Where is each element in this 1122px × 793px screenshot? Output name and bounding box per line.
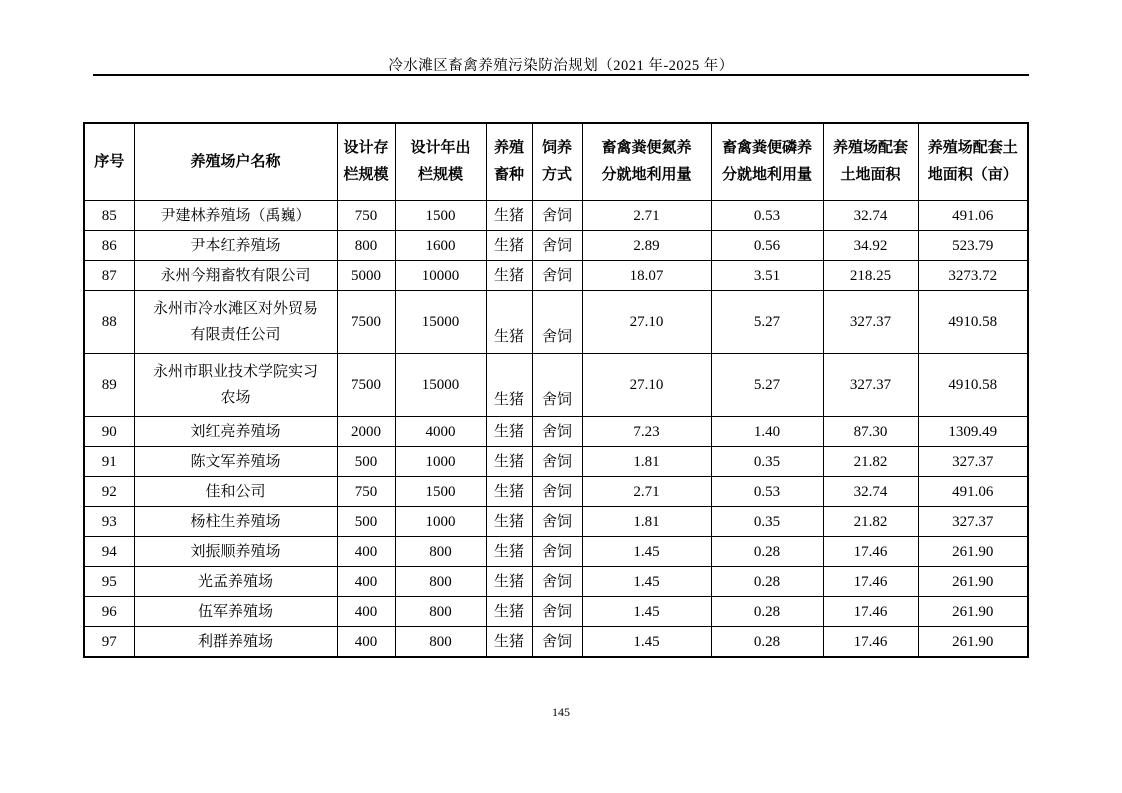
- cell-farm-name: 尹建林养殖场（禹巍）: [134, 201, 337, 231]
- cell-farm-name: 永州今翔畜牧有限公司: [134, 261, 337, 291]
- column-header-design-annual-output-scale: 设计年出 栏规模: [395, 123, 486, 201]
- cell-manure-n-local-utilization: 2.89: [582, 231, 711, 261]
- table-row: [84, 417, 1028, 447]
- cell-feeding-method: 舍饲: [532, 201, 582, 231]
- cell-design-stock-scale: 400: [337, 597, 395, 627]
- cell-manure-n-local-utilization: 27.10: [582, 291, 711, 354]
- cell-manure-n-local-utilization: 18.07: [582, 261, 711, 291]
- cell-design-stock-scale: 500: [337, 507, 395, 537]
- cell-farm-name: 永州市冷水滩区对外贸易 有限责任公司: [134, 291, 337, 354]
- cell-manure-p-local-utilization: 0.35: [711, 447, 823, 477]
- cell-supporting-land-area-mu: 523.79: [918, 231, 1028, 261]
- header-row: [84, 123, 1028, 201]
- cell-supporting-land-area: 32.74: [823, 477, 918, 507]
- cell-supporting-land-area-mu: 4910.58: [918, 291, 1028, 354]
- cell-manure-p-local-utilization: 0.28: [711, 537, 823, 567]
- cell-species: 生猪: [486, 261, 532, 291]
- cell-species: 生猪: [486, 507, 532, 537]
- cell-supporting-land-area-mu: 327.37: [918, 447, 1028, 477]
- cell-manure-p-local-utilization: 5.27: [711, 354, 823, 417]
- cell-manure-n-local-utilization: 1.45: [582, 597, 711, 627]
- cell-supporting-land-area: 327.37: [823, 354, 918, 417]
- cell-design-annual-output-scale: 15000: [395, 291, 486, 354]
- column-header-species: 养殖 畜种: [486, 123, 532, 201]
- cell-design-stock-scale: 400: [337, 537, 395, 567]
- cell-design-stock-scale: 750: [337, 477, 395, 507]
- cell-supporting-land-area: 21.82: [823, 447, 918, 477]
- cell-design-stock-scale: 750: [337, 201, 395, 231]
- cell-farm-name: 利群养殖场: [134, 627, 337, 658]
- cell-species: 生猪: [486, 447, 532, 477]
- cell-no: 96: [84, 597, 134, 627]
- cell-feeding-method: 舍饲: [532, 417, 582, 447]
- cell-manure-n-local-utilization: 1.45: [582, 567, 711, 597]
- cell-manure-n-local-utilization: 2.71: [582, 201, 711, 231]
- cell-design-stock-scale: 5000: [337, 261, 395, 291]
- cell-manure-p-local-utilization: 0.53: [711, 201, 823, 231]
- cell-design-annual-output-scale: 1600: [395, 231, 486, 261]
- cell-manure-p-local-utilization: 0.53: [711, 477, 823, 507]
- cell-manure-p-local-utilization: 0.28: [711, 627, 823, 658]
- column-header-manure-n-local-utilization: 畜禽粪便氮养 分就地利用量: [582, 123, 711, 201]
- cell-supporting-land-area: 17.46: [823, 567, 918, 597]
- cell-no: 88: [84, 291, 134, 354]
- cell-feeding-method: 舍饲: [532, 231, 582, 261]
- cell-farm-name: 杨柱生养殖场: [134, 507, 337, 537]
- cell-design-stock-scale: 500: [337, 447, 395, 477]
- cell-supporting-land-area-mu: 491.06: [918, 477, 1028, 507]
- table-header-row: [84, 123, 1028, 201]
- table-row: [84, 507, 1028, 537]
- cell-feeding-method: 舍饲: [532, 567, 582, 597]
- table-row: [84, 447, 1028, 477]
- cell-species: 生猪: [486, 291, 532, 354]
- table-row: [84, 477, 1028, 507]
- column-header-manure-p-local-utilization: 畜禽粪便磷养 分就地利用量: [711, 123, 823, 201]
- cell-design-stock-scale: 400: [337, 567, 395, 597]
- table-row: [84, 291, 1028, 354]
- cell-no: 90: [84, 417, 134, 447]
- cell-supporting-land-area-mu: 327.37: [918, 507, 1028, 537]
- cell-manure-p-local-utilization: 0.56: [711, 231, 823, 261]
- cell-farm-name: 尹本红养殖场: [134, 231, 337, 261]
- livestock-farm-table: [83, 122, 1029, 658]
- cell-design-annual-output-scale: 800: [395, 627, 486, 658]
- table-row: [84, 231, 1028, 261]
- cell-manure-p-local-utilization: 0.28: [711, 597, 823, 627]
- cell-no: 92: [84, 477, 134, 507]
- cell-farm-name: 光孟养殖场: [134, 567, 337, 597]
- cell-species: 生猪: [486, 627, 532, 658]
- column-header-design-stock-scale: 设计存 栏规模: [337, 123, 395, 201]
- cell-design-stock-scale: 800: [337, 231, 395, 261]
- header-rule: [93, 74, 1029, 76]
- cell-supporting-land-area-mu: 491.06: [918, 201, 1028, 231]
- cell-supporting-land-area-mu: 261.90: [918, 597, 1028, 627]
- cell-farm-name: 佳和公司: [134, 477, 337, 507]
- table-row: [84, 627, 1028, 658]
- cell-supporting-land-area: 327.37: [823, 291, 918, 354]
- cell-supporting-land-area: 17.46: [823, 537, 918, 567]
- cell-manure-p-local-utilization: 5.27: [711, 291, 823, 354]
- cell-no: 85: [84, 201, 134, 231]
- cell-species: 生猪: [486, 477, 532, 507]
- cell-design-annual-output-scale: 15000: [395, 354, 486, 417]
- cell-species: 生猪: [486, 567, 532, 597]
- cell-species: 生猪: [486, 537, 532, 567]
- cell-design-stock-scale: 7500: [337, 354, 395, 417]
- running-header-title: 冷水滩区畜禽养殖污染防治规划（2021 年-2025 年）: [388, 58, 734, 74]
- cell-supporting-land-area: 32.74: [823, 201, 918, 231]
- cell-feeding-method: 舍饲: [532, 354, 582, 417]
- cell-design-annual-output-scale: 800: [395, 567, 486, 597]
- cell-manure-n-local-utilization: 1.81: [582, 507, 711, 537]
- cell-species: 生猪: [486, 417, 532, 447]
- cell-feeding-method: 舍饲: [532, 627, 582, 658]
- cell-manure-n-local-utilization: 2.71: [582, 477, 711, 507]
- cell-farm-name: 刘振顺养殖场: [134, 537, 337, 567]
- cell-supporting-land-area-mu: 1309.49: [918, 417, 1028, 447]
- cell-design-annual-output-scale: 1500: [395, 477, 486, 507]
- table-row: [84, 261, 1028, 291]
- cell-manure-p-local-utilization: 0.35: [711, 507, 823, 537]
- column-header-supporting-land-area: 养殖场配套 土地面积: [823, 123, 918, 201]
- cell-feeding-method: 舍饲: [532, 507, 582, 537]
- cell-manure-p-local-utilization: 1.40: [711, 417, 823, 447]
- table-row: [84, 567, 1028, 597]
- cell-manure-p-local-utilization: 0.28: [711, 567, 823, 597]
- cell-design-annual-output-scale: 10000: [395, 261, 486, 291]
- table-row: [84, 201, 1028, 231]
- table-row: [84, 597, 1028, 627]
- cell-feeding-method: 舍饲: [532, 597, 582, 627]
- cell-feeding-method: 舍饲: [532, 477, 582, 507]
- cell-design-annual-output-scale: 800: [395, 597, 486, 627]
- cell-farm-name: 刘红亮养殖场: [134, 417, 337, 447]
- cell-manure-n-local-utilization: 1.45: [582, 627, 711, 658]
- column-header-farm-name: 养殖场户名称: [134, 123, 337, 201]
- cell-manure-n-local-utilization: 27.10: [582, 354, 711, 417]
- cell-no: 94: [84, 537, 134, 567]
- cell-supporting-land-area: 17.46: [823, 627, 918, 658]
- cell-farm-name: 陈文军养殖场: [134, 447, 337, 477]
- cell-no: 86: [84, 231, 134, 261]
- cell-design-annual-output-scale: 1000: [395, 507, 486, 537]
- cell-design-annual-output-scale: 1500: [395, 201, 486, 231]
- cell-no: 89: [84, 354, 134, 417]
- cell-manure-n-local-utilization: 1.45: [582, 537, 711, 567]
- cell-design-annual-output-scale: 1000: [395, 447, 486, 477]
- cell-no: 95: [84, 567, 134, 597]
- table-row: [84, 537, 1028, 567]
- cell-feeding-method: 舍饲: [532, 447, 582, 477]
- cell-design-stock-scale: 400: [337, 627, 395, 658]
- cell-supporting-land-area: 34.92: [823, 231, 918, 261]
- cell-design-annual-output-scale: 800: [395, 537, 486, 567]
- cell-manure-n-local-utilization: 7.23: [582, 417, 711, 447]
- cell-supporting-land-area-mu: 4910.58: [918, 354, 1028, 417]
- table-row: [84, 354, 1028, 417]
- cell-feeding-method: 舍饲: [532, 537, 582, 567]
- cell-supporting-land-area: 17.46: [823, 597, 918, 627]
- cell-farm-name: 伍军养殖场: [134, 597, 337, 627]
- cell-supporting-land-area: 87.30: [823, 417, 918, 447]
- cell-species: 生猪: [486, 354, 532, 417]
- column-header-no: 序号: [84, 123, 134, 201]
- cell-design-annual-output-scale: 4000: [395, 417, 486, 447]
- cell-manure-n-local-utilization: 1.81: [582, 447, 711, 477]
- cell-farm-name: 永州市职业技术学院实习 农场: [134, 354, 337, 417]
- table-body: [84, 201, 1028, 658]
- cell-supporting-land-area-mu: 3273.72: [918, 261, 1028, 291]
- cell-no: 87: [84, 261, 134, 291]
- column-header-supporting-land-area-mu: 养殖场配套土 地面积（亩）: [918, 123, 1028, 201]
- cell-supporting-land-area-mu: 261.90: [918, 567, 1028, 597]
- cell-no: 91: [84, 447, 134, 477]
- cell-species: 生猪: [486, 231, 532, 261]
- cell-design-stock-scale: 2000: [337, 417, 395, 447]
- cell-design-stock-scale: 7500: [337, 291, 395, 354]
- cell-supporting-land-area: 218.25: [823, 261, 918, 291]
- cell-supporting-land-area-mu: 261.90: [918, 627, 1028, 658]
- cell-supporting-land-area-mu: 261.90: [918, 537, 1028, 567]
- column-header-feeding-method: 饲养 方式: [532, 123, 582, 201]
- page-number: 145: [552, 705, 570, 719]
- cell-no: 97: [84, 627, 134, 658]
- cell-species: 生猪: [486, 597, 532, 627]
- cell-manure-p-local-utilization: 3.51: [711, 261, 823, 291]
- cell-species: 生猪: [486, 201, 532, 231]
- cell-supporting-land-area: 21.82: [823, 507, 918, 537]
- cell-no: 93: [84, 507, 134, 537]
- cell-feeding-method: 舍饲: [532, 291, 582, 354]
- cell-feeding-method: 舍饲: [532, 261, 582, 291]
